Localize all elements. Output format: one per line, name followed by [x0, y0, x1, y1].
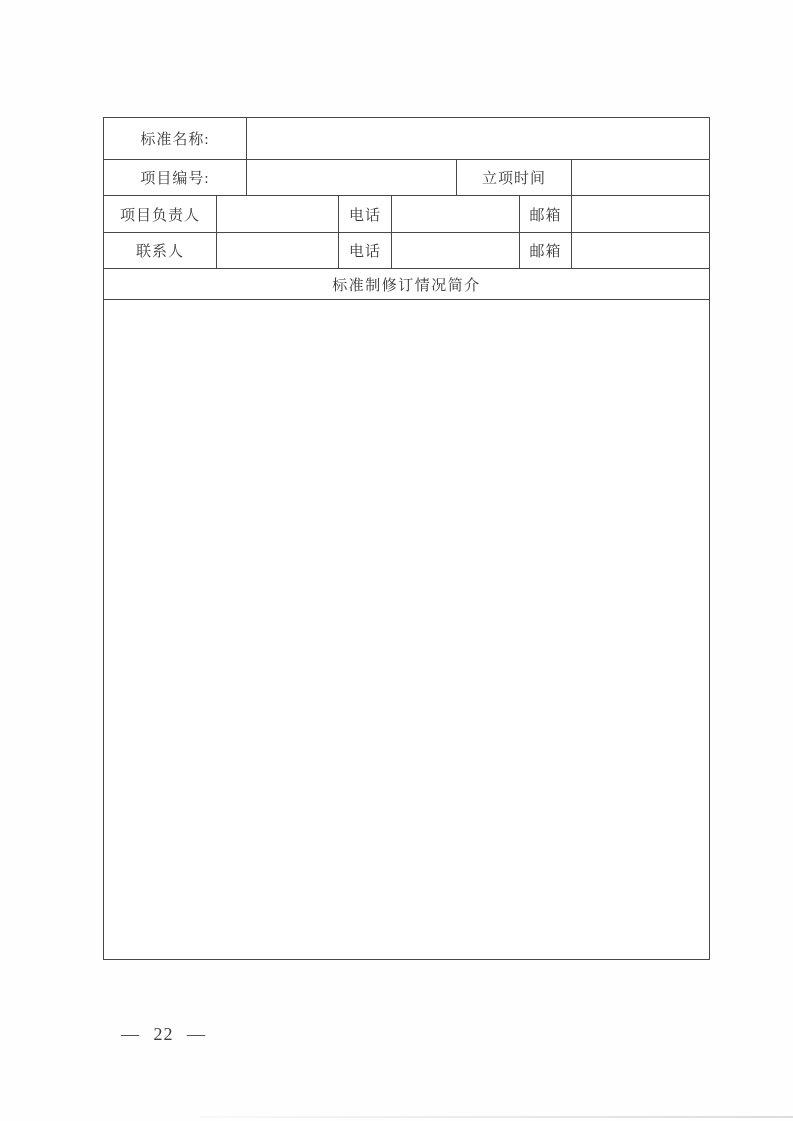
project-number-value-cell	[246, 160, 456, 195]
section-title: 标准制修订情况简介	[332, 277, 481, 294]
contact-person-value-cell	[216, 233, 338, 268]
leader-phone-label: 电话	[338, 196, 391, 232]
contact-email-value-cell	[571, 233, 709, 268]
standard-name-value-cell	[246, 118, 709, 159]
project-leader-row	[104, 195, 709, 232]
contact-phone-value-cell	[391, 233, 519, 268]
project-leader-label: 项目负责人	[119, 207, 200, 224]
standard-name-row	[104, 118, 709, 159]
project-leader-value-cell	[216, 196, 338, 232]
approval-time-label: 立项时间	[456, 160, 571, 195]
contact-phone-label: 电话	[338, 233, 391, 268]
introduction-body-cell	[104, 300, 709, 957]
standard-name-label: 标准名称:	[140, 132, 210, 148]
scan-edge-artifact	[200, 1116, 793, 1118]
introduction-body-row	[104, 299, 709, 957]
page-number: — 22 —	[121, 1024, 206, 1044]
leader-email-value-cell	[571, 196, 709, 232]
section-title-row	[104, 268, 709, 299]
project-number-row	[104, 159, 709, 195]
contact-person-row	[104, 232, 709, 268]
contact-email-label: 邮箱	[519, 233, 571, 268]
leader-phone-value-cell	[391, 196, 519, 232]
leader-email-label: 邮箱	[519, 196, 571, 232]
contact-person-label: 联系人	[135, 244, 184, 260]
project-number-label: 项目编号:	[140, 171, 210, 187]
approval-time-value-cell	[571, 160, 709, 195]
project-info-form-table	[103, 117, 710, 960]
